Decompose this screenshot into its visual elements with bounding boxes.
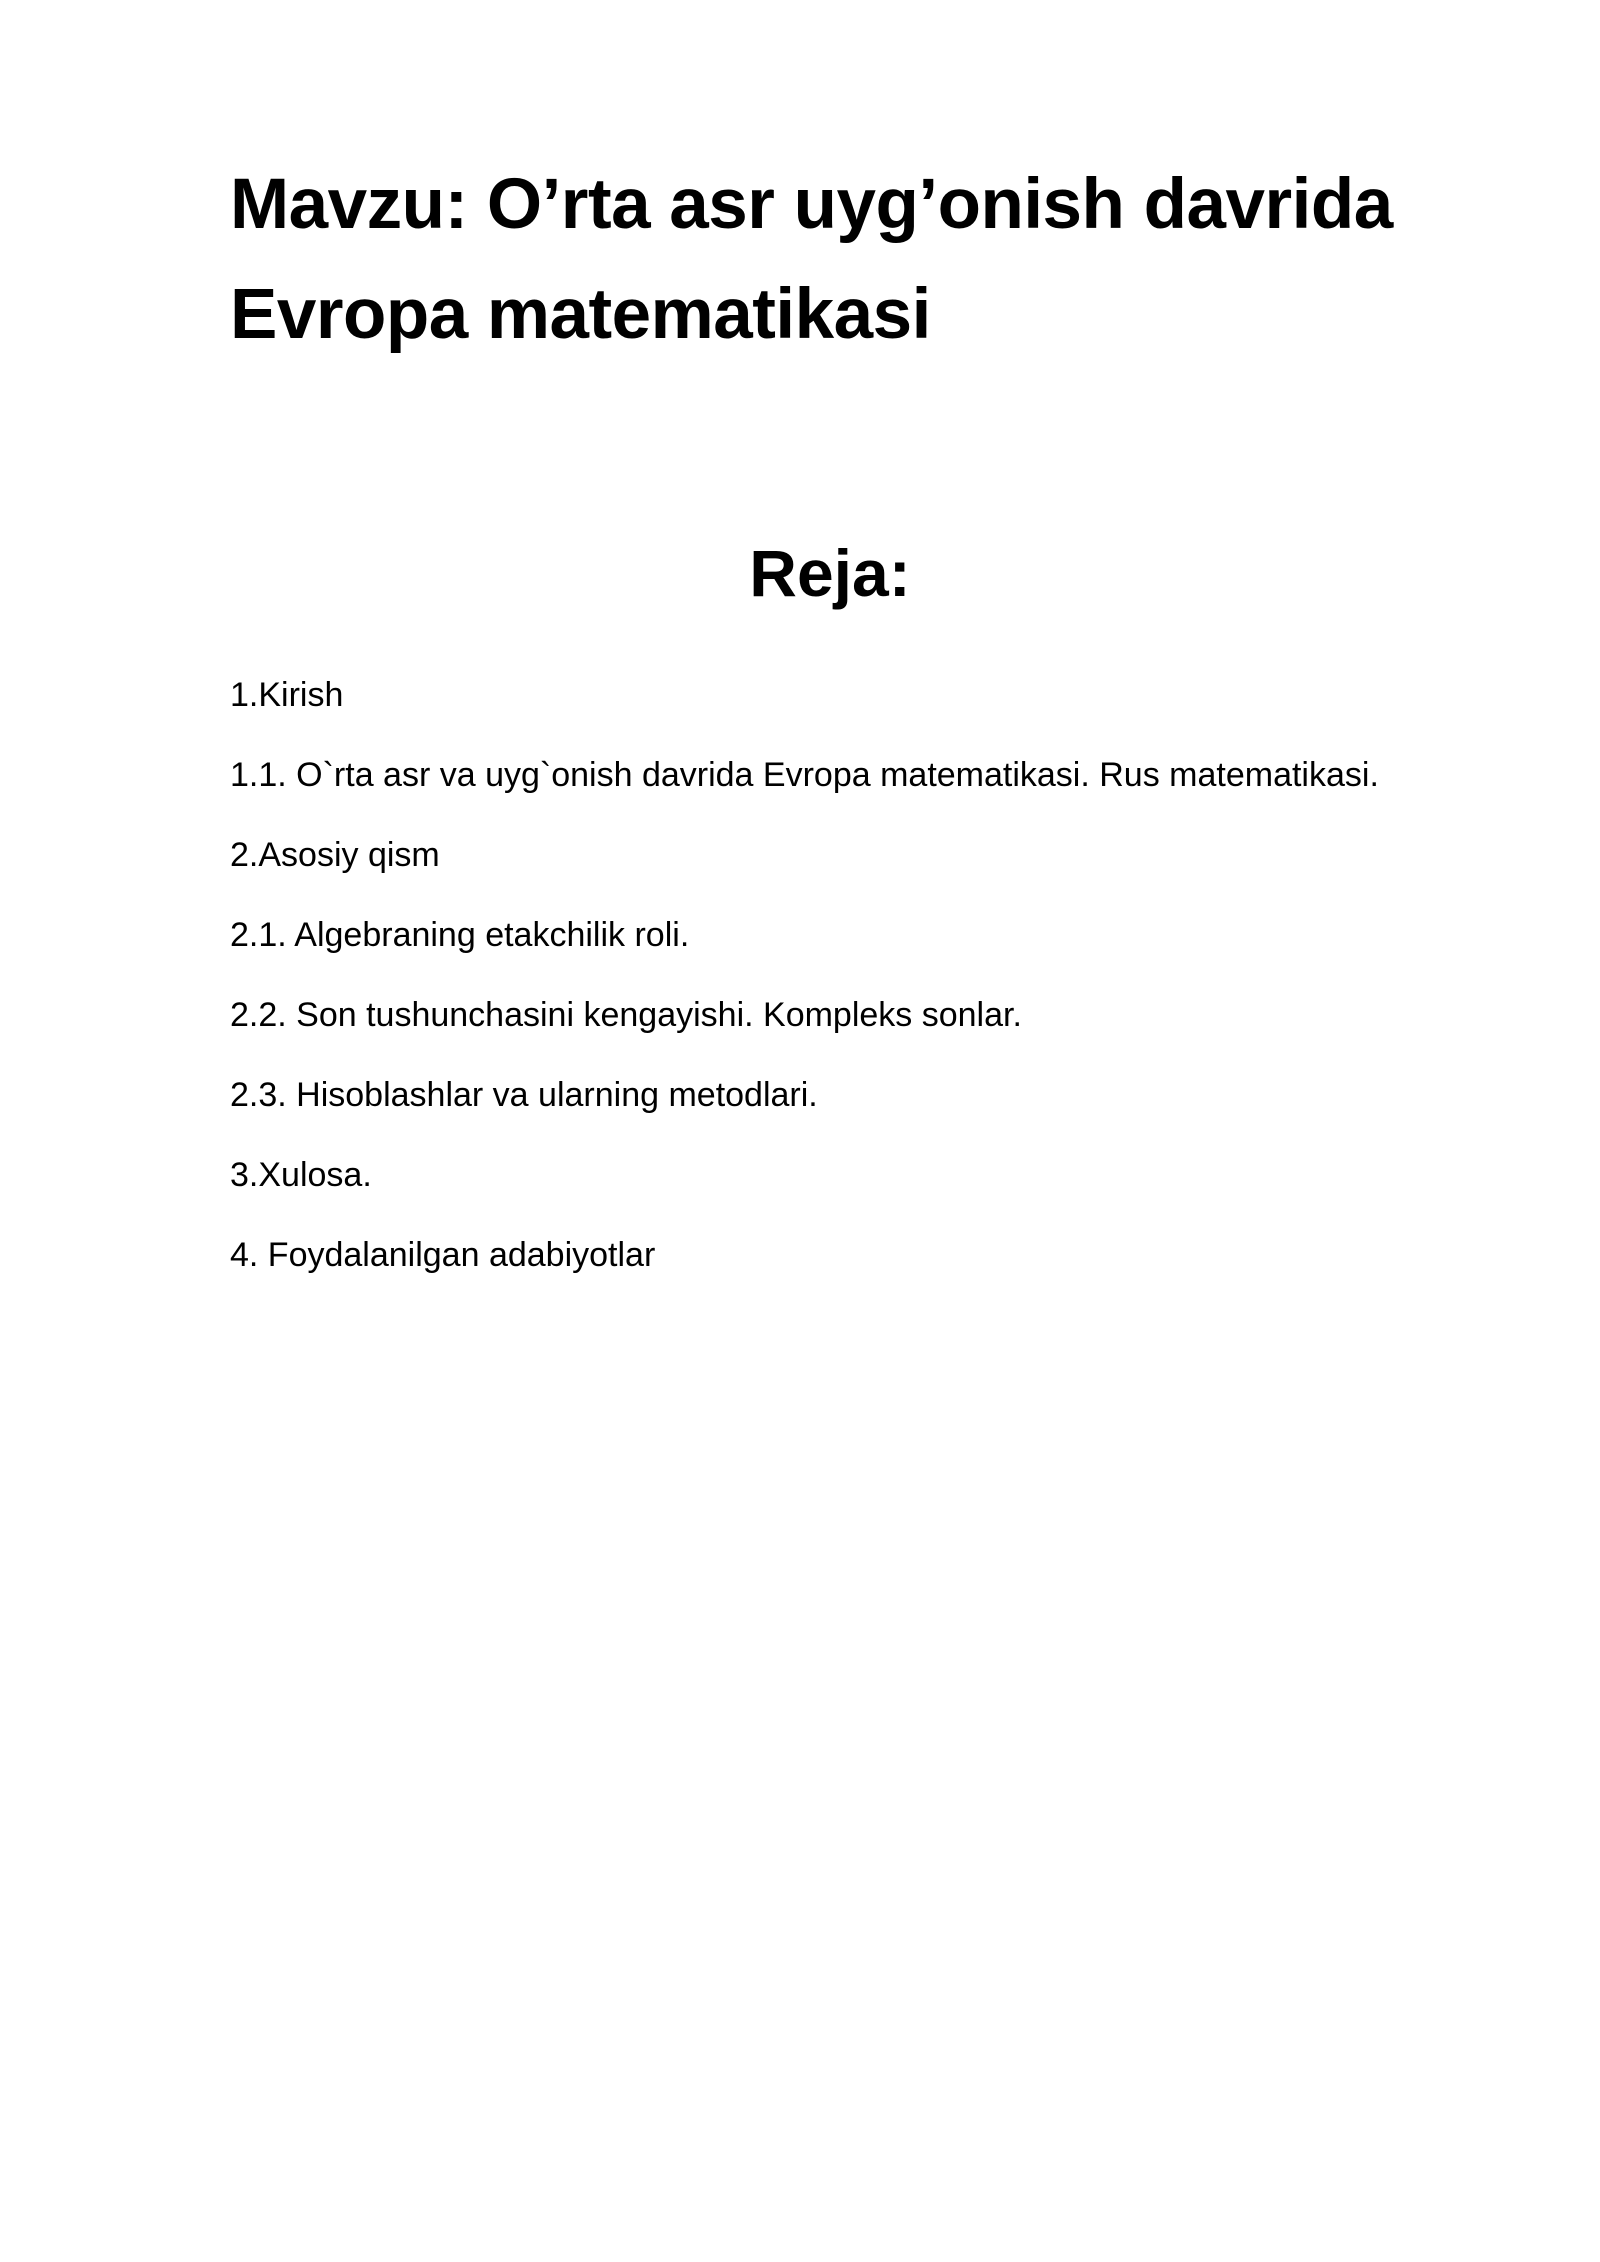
plan-item: 3.Xulosa.	[230, 1156, 372, 1194]
document-title	[230, 150, 1410, 370]
title-line-2: Evropa matematikasi	[230, 275, 931, 354]
plan-item: 2.2. Son tushunchasini kengayishi. Kompleks sonlar.	[230, 996, 1022, 1034]
title-line-1: Mavzu: O’rta asr uyg’onish davrida	[230, 165, 1393, 244]
plan-item: 2.3. Hisoblashlar va ularning metodlari.	[230, 1076, 818, 1114]
plan-item: 4. Foydalanilgan adabiyotlar	[230, 1236, 656, 1274]
plan-heading: Reja:	[749, 536, 911, 610]
plan-item: 1.Kirish	[230, 676, 344, 714]
plan-item: 1.1. O`rta asr va uyg`onish davrida Evropa matematikasi. Rus matematikasi.	[230, 756, 1379, 794]
plan-list	[230, 655, 1430, 1295]
plan-item: 2.1. Algebraning etakchilik roli.	[230, 916, 690, 954]
plan-item: 2.Asosiy qism	[230, 836, 440, 874]
